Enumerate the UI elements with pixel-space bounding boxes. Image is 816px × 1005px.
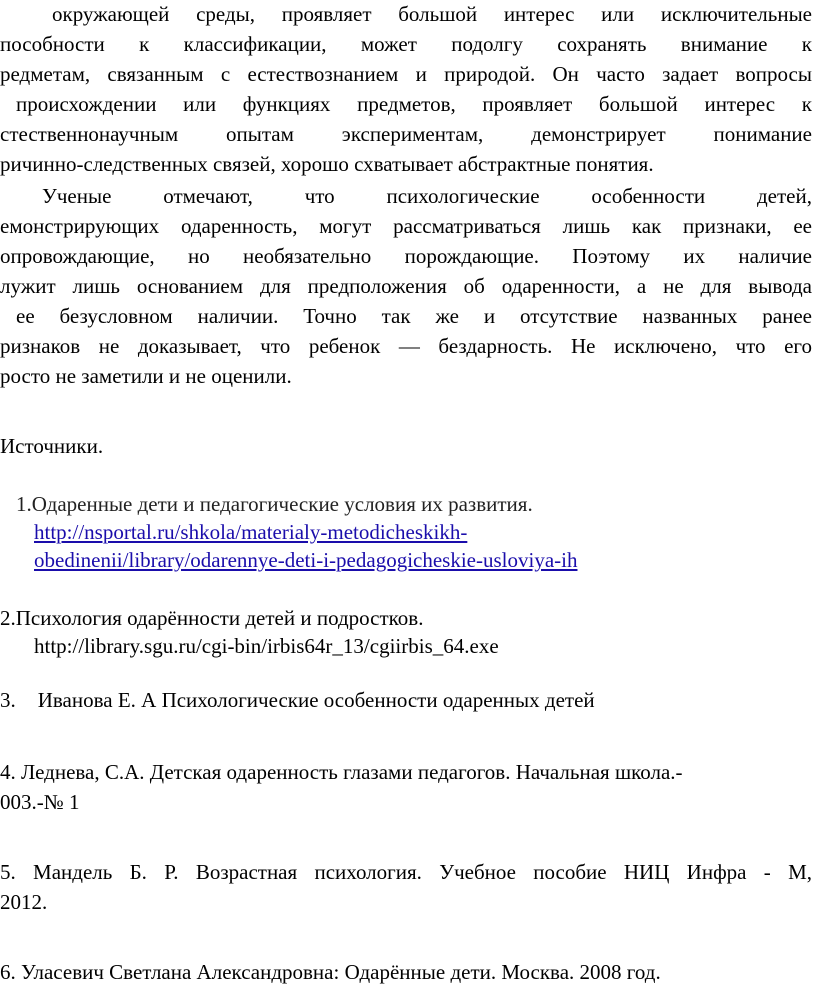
source-number: 2. (0, 606, 16, 630)
paragraph-line-text: пособности к классификации, может подолгу сохранять внимание к (0, 32, 812, 56)
paragraph-line-text: ее безусловном наличии. Точно так же и отсутствие названных ранее (16, 304, 812, 328)
source-number: 1. (16, 492, 32, 516)
paragraph-line-text: ризнаков не доказывает, что ребенок — бездарность. Не исключено, что его (0, 334, 812, 358)
source-link-line (34, 518, 816, 546)
source-item-continued: 003.-№ 1 (0, 790, 80, 814)
source-item: 6. Уласевич Светлана Александровна: Одарённые дети. Москва. 2008 год. (0, 960, 661, 984)
source-title: Одаренные дети и педагогические условия их развития. (31, 492, 533, 516)
source-title: Иванова Е. А Психологические особенности одаренных детей (37, 688, 595, 712)
source-item (16, 490, 816, 518)
source-item (0, 858, 812, 886)
source-link[interactable]: obedinenii/library/odarennye-deti-i-pedagogicheskie-usloviya-ih (34, 548, 578, 572)
source-link-line (34, 546, 816, 574)
paragraph-line (16, 90, 812, 118)
source-item-continued: 2012. (0, 890, 48, 914)
source-item (0, 604, 816, 632)
paragraph-line-text: окружающей среды, проявляет большой интерес или исключительные (52, 2, 812, 26)
paragraph-line (0, 150, 816, 178)
paragraph-line (0, 212, 812, 240)
source-item (0, 686, 816, 714)
paragraph-line-text: происхождении или функциях предметов, проявляет большой интерес к (16, 92, 812, 116)
paragraph-line (0, 30, 812, 58)
source-item: 4. Леднева, С.А. Детская одаренность глазами педагогов. Начальная школа.- (0, 760, 683, 784)
paragraph-line (0, 60, 812, 88)
paragraph-line (0, 120, 812, 148)
paragraph-line-text: лужит лишь основанием для предположения об одаренности, а не для вывода (0, 274, 812, 298)
paragraph-line (0, 272, 812, 300)
paragraph-line-text: стественнонаучным опытам экспериментам, демонстрирует понимание (0, 122, 812, 146)
source-number: 3. (0, 688, 16, 712)
source-title: Психология одарённости детей и подростков. (15, 606, 424, 630)
paragraph-line (0, 242, 812, 270)
paragraph-line-text: емонстрирующих одаренность, могут рассматриваться лишь как признаки, ее (0, 214, 812, 238)
paragraph-line (16, 302, 812, 330)
source-link[interactable]: http://nsportal.ru/shkola/materialy-metodicheskikh- (34, 520, 468, 544)
paragraph-line (52, 0, 812, 28)
paragraph-line (0, 362, 816, 390)
paragraph-line-text: Ученые отмечают, что психологические особенности детей, (42, 184, 812, 208)
paragraph-line-text: ричинно-следственных связей, хорошо схватывает абстрактные понятия. (0, 152, 654, 176)
paragraph-line (0, 332, 812, 360)
sources-heading: Источники. (0, 434, 104, 458)
paragraph-line-text: редметам, связанным с естествознанием и природой. Он часто задает вопросы (0, 62, 812, 86)
paragraph-line (42, 182, 812, 210)
source-item-text: 5. Мандель Б. Р. Возрастная психология. Учебное пособие НИЦ Инфра - М, (0, 860, 812, 884)
source-url: http://library.sgu.ru/cgi-bin/irbis64r_13/cgiirbis_64.exe (34, 634, 499, 658)
paragraph-line-text: опровождающие, но необязательно порождающие. Поэтому их наличие (0, 244, 812, 268)
paragraph-line-text: росто не заметили и не оценили. (0, 364, 292, 388)
